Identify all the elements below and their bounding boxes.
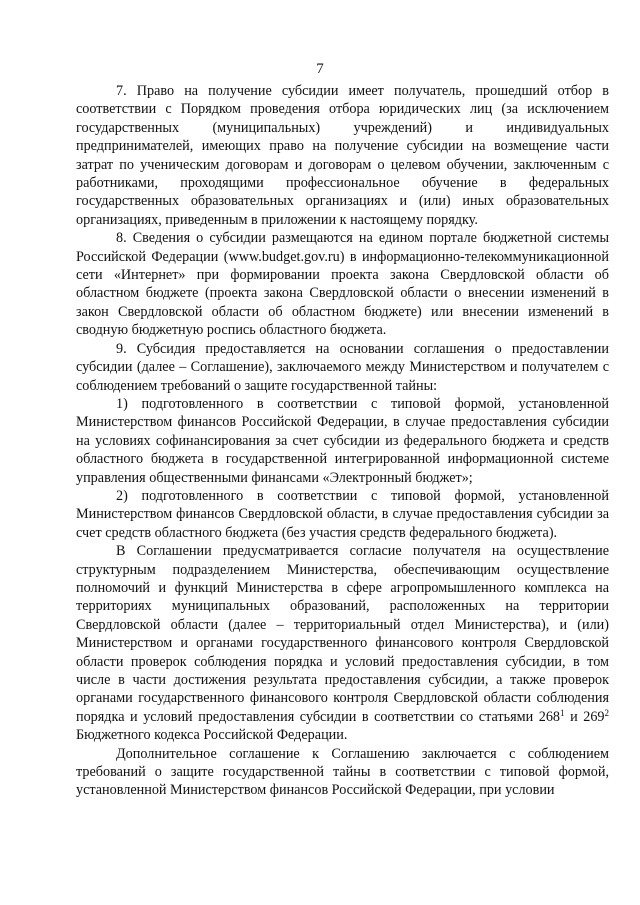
paragraph-agreement-consent-text: В Соглашении предусматривается согласие получателя на осуществление структурным подразделением Министерства, обеспечивающим осуществление полномочий и функций Министерства в сфере агропромышленного комплекса на территориях муниципальных образований, расположенных на территории Свердловской области (далее – территориальный отдел Министерства), и (или) Министерством и органами государственного финансового контроля Свердловской области проверок соблюдения порядка и условий предоставления субсидии, в том числе в части достижения результата предоставления субсидии, а также проверок органами государственного финансового контроля Свердловской области соблюдения порядка и условий предоставления субсидии в соответствии со статьями 268	[76, 543, 609, 725]
budget-code-reference: Бюджетного кодекса Российской Федерации.	[76, 727, 348, 744]
article-268-superscript: 1	[560, 707, 565, 718]
paragraph-7-recipient-eligibility: 7. Право на получение субсидии имеет получатель, прошедший отбор в соответствии с Порядком проведения отбора юридических лиц (за исключением государственных (муниципальных) учреждений) и индивидуальных предпринимателей, имеющих право на получение субсидии на возмещение части затрат по ученическим договорам и договорам о целевом обучении, заключенным с работниками, проходящими профессиональное обучение в федеральных государственных образовательных организациях и (или) иных образовательных организациях, приведенным в приложении к настоящему порядку.	[76, 83, 609, 228]
article-269-connector: и 269	[564, 708, 605, 725]
page-number: 7	[316, 61, 324, 77]
paragraph-9-subsidy-agreement: 9. Субсидия предоставляется на основании соглашения о предоставлении субсидии (далее – Соглашение), заключаемого между Министерством и получателем с соблюдением требований о защите государственной тайны:	[76, 340, 609, 394]
document-body	[76, 82, 609, 800]
paragraph-agreement-consent	[76, 542, 609, 744]
paragraph-additional-agreement: Дополнительное соглашение к Соглашению заключается с соблюдением требований о защите государственной тайны в соответствии с типовой формой, установленной Министерством финансов Российской Федерации, при условии	[76, 745, 609, 799]
list-item-2-regional-form: 2) подготовленного в соответствии с типовой формой, установленной Министерством финансов Свердловской области, в случае предоставления субсидии за счет средств областного бюджета (без участия средств федерального бюджета).	[76, 487, 609, 541]
paragraph-8-subsidy-info-publication: 8. Сведения о субсидии размещаются на едином портале бюджетной системы Российской Федерации (www.budget.gov.ru) в информационно-телекоммуникационной сети «Интернет» при формировании проекта закона Свердловской области об областном бюджете (проекта закона Свердловской области о внесении изменений в закон Свердловской области об областном бюджете) или внесении изменений в сводную бюджетную роспись областного бюджета.	[76, 230, 609, 339]
article-269-superscript: 2	[604, 707, 610, 718]
list-item-1-federal-form: 1) подготовленного в соответствии с типовой формой, установленной Министерством финансов Российской Федерации, в случае предоставления субсидии на условиях софинансирования за счет субсидии из федерального бюджета и средств областного бюджета в государственной интегрированной информационной системе управления общественными финансами «Электронный бюджет»;	[76, 395, 609, 486]
